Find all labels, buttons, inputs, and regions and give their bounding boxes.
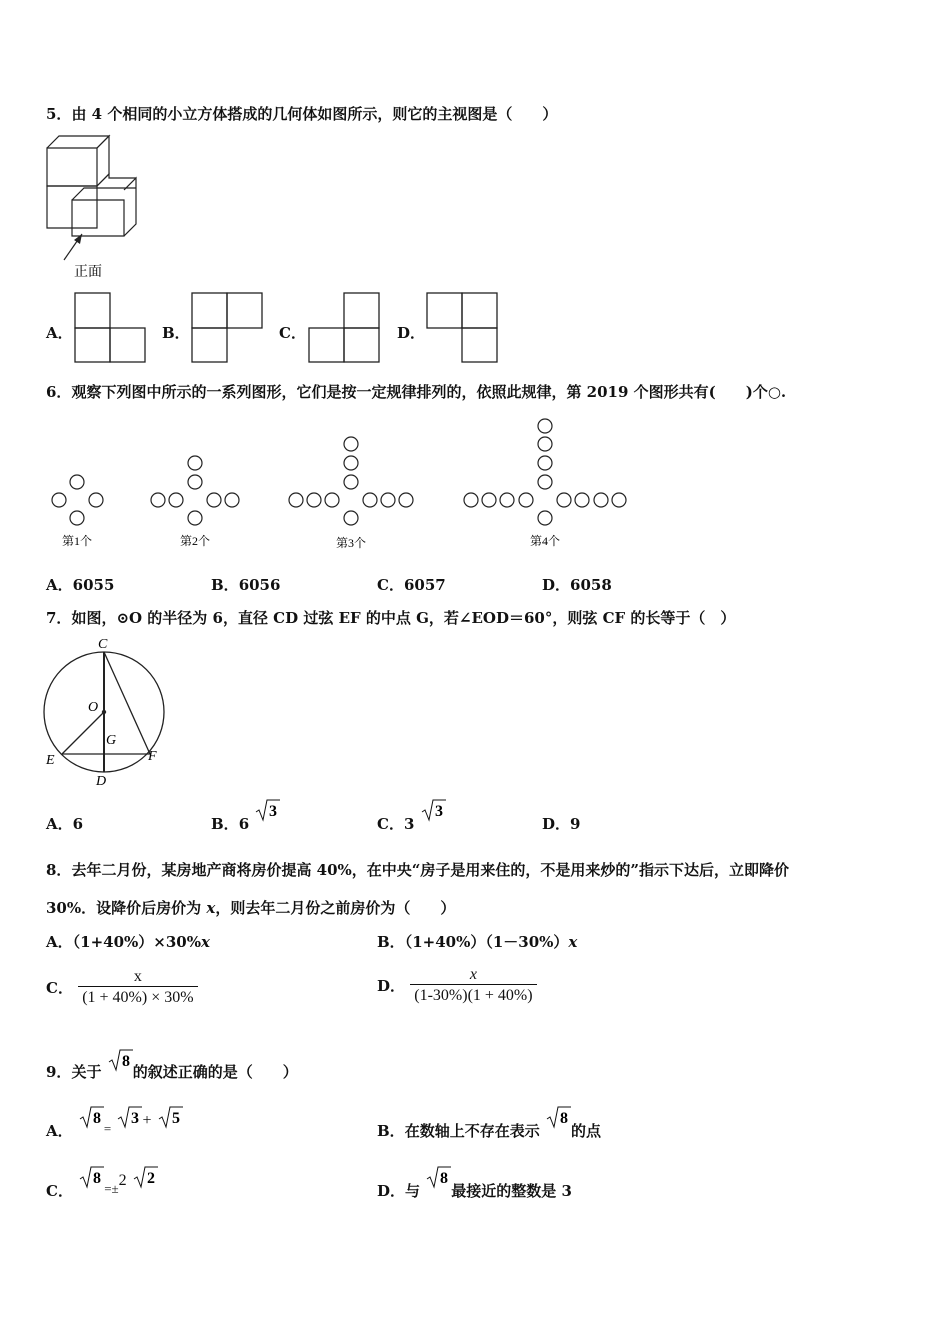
- q9-option-d-sqrt-icon: [425, 1165, 451, 1191]
- label-e: E: [46, 753, 55, 768]
- q7-option-d: [542, 813, 580, 834]
- q8-option-c-denominator: (1 + 40%) × 30%: [78, 986, 197, 1007]
- q7-option-c-sqrt-icon: [420, 798, 446, 824]
- label-f: F: [148, 749, 157, 764]
- q8-option-b-var: x: [568, 933, 578, 951]
- q7-option-a-label: A．: [46, 815, 73, 833]
- q8-number: 8．: [46, 861, 72, 879]
- q9-option-b-sqrt-icon: [545, 1105, 571, 1131]
- label-d: D: [96, 774, 107, 789]
- q7-option-b-coef: 6: [238, 815, 250, 833]
- q9-option-c-lhs: 8: [93, 1170, 102, 1187]
- q9-number: 9．: [46, 1063, 72, 1081]
- q8-stem-line2: [46, 897, 455, 918]
- cube-front-top: [72, 188, 136, 200]
- q9-option-a-sqrt-icon-3: [157, 1105, 183, 1131]
- q7-number: 7．: [46, 609, 72, 627]
- q6-caption-2: 第2个: [180, 534, 211, 548]
- q8-option-d-fraction: [410, 966, 536, 1005]
- q7-option-b-label: B．: [211, 815, 239, 833]
- q6-option-c-label: C．: [377, 576, 404, 594]
- q8-option-a-text: （1+40%）×30%: [72, 933, 201, 951]
- q8-option-d: [377, 966, 537, 1005]
- q6-option-d: [542, 574, 612, 595]
- q8-var: x: [206, 899, 216, 917]
- q5-option-a-figure: [74, 292, 146, 364]
- q9-option-c-sqrt-icon-1: [78, 1165, 104, 1191]
- q6-option-a-value: 6055: [72, 576, 115, 594]
- q9-option-c-coef: 2: [118, 1172, 127, 1189]
- q7-option-b-sqrt-icon: [254, 798, 280, 824]
- q5-option-b-label: B．: [162, 324, 190, 342]
- q8-option-a: [46, 931, 210, 952]
- center-dot: [102, 710, 106, 714]
- q9-option-a-r1: 3: [131, 1110, 140, 1127]
- q7-option-c-label: C．: [377, 815, 404, 833]
- label-o: O: [88, 700, 99, 715]
- q6-option-a-label: A．: [46, 576, 73, 594]
- q6-option-d-value: 6058: [570, 576, 612, 594]
- q5-text: 由 4 个相同的小立方体搭成的几何体如图所示，则它的主视图是（ ）: [71, 105, 558, 123]
- q8-option-a-var: x: [200, 933, 210, 951]
- q5-stem: [46, 103, 557, 124]
- q9-option-a-r2: 5: [171, 1110, 180, 1127]
- q9-option-c-sqrt-icon-2: [132, 1165, 158, 1191]
- q6-option-d-label: D．: [542, 576, 571, 594]
- q9-option-a-sqrt-icon-2: [116, 1105, 142, 1131]
- q9-stem: [46, 1048, 298, 1081]
- q5-option-a-label: A．: [46, 324, 73, 342]
- q6-option-b-label: B．: [211, 576, 239, 594]
- q8-option-c-label: C．: [46, 979, 73, 997]
- q7-option-a: [46, 813, 83, 834]
- q9-option-d-text-a: 与: [405, 1182, 421, 1200]
- q5-option-d-label: D．: [397, 324, 426, 342]
- q6-stem: [46, 381, 786, 402]
- q8-line2-b: ，则去年二月份之前房价为（ ）: [215, 899, 456, 917]
- q9-option-b: [377, 1105, 601, 1140]
- q5-option-b-figure: [191, 292, 263, 364]
- q7-option-d-label: D．: [542, 815, 571, 833]
- q6-option-b-value: 6056: [238, 576, 281, 594]
- q7-option-b: [211, 798, 280, 833]
- q9-option-c: [46, 1165, 158, 1200]
- q8-option-c-fraction: [78, 968, 197, 1007]
- q9-option-c-radicand: 2: [146, 1170, 155, 1187]
- q6-caption-1: 第1个: [62, 534, 93, 548]
- q9-sqrt-icon: [107, 1048, 133, 1074]
- q9-option-c-label: C．: [46, 1182, 73, 1200]
- q5-option-c-figure: [308, 292, 380, 364]
- q8-stem-line1: [46, 859, 789, 880]
- q7-option-c-coef: 3: [403, 815, 415, 833]
- q9-option-d-radicand: 8: [440, 1170, 449, 1187]
- q5-figure: [44, 134, 140, 280]
- segment-oe: [62, 712, 104, 754]
- label-g: G: [106, 733, 117, 748]
- q9-option-b-radicand: 8: [559, 1110, 568, 1127]
- q7-circle-figure: [40, 632, 170, 790]
- q7-option-a-value: 6: [72, 815, 84, 833]
- q9-option-d: [377, 1165, 572, 1200]
- q6-caption-3: 第3个: [336, 536, 367, 550]
- cube-front: [72, 200, 124, 236]
- q9-option-b-label: B．: [377, 1122, 405, 1140]
- q8-option-c: [46, 968, 198, 1007]
- q9-text-b: 的叙述正确的是（ ）: [132, 1063, 298, 1081]
- q8-option-d-label: D．: [377, 977, 406, 995]
- q7-option-c-radicand: 3: [434, 803, 443, 820]
- cube-top-front: [47, 148, 97, 186]
- q8-option-b: [377, 931, 577, 952]
- q9-text-a: 关于: [71, 1063, 102, 1081]
- q9-option-d-text-b: 最接近的整数是 3: [451, 1182, 572, 1200]
- q6-caption-4: 第4个: [530, 534, 561, 548]
- cube-top-side: [97, 136, 109, 186]
- q7-option-b-radicand: 3: [269, 803, 278, 820]
- q6-pattern-figure: [40, 412, 640, 552]
- q7-option-c: [377, 798, 446, 833]
- q5-number: 5．: [46, 105, 72, 123]
- q9-option-a: [46, 1105, 183, 1140]
- q9-option-b-text-b: 的点: [570, 1122, 601, 1140]
- q9-option-a-plus: +: [142, 1112, 152, 1129]
- q5-option-c-label: C．: [279, 324, 306, 342]
- q8-line2-a: 30%．设降价后房价为: [46, 899, 207, 917]
- cube-top-top: [47, 136, 109, 148]
- q6-option-c: [377, 574, 446, 595]
- q7-option-d-value: 9: [570, 815, 581, 833]
- q9-option-a-lhs: 8: [92, 1110, 101, 1127]
- q6-text: 观察下列图中所示的一系列图形，它们是按一定规律排列的，依照此规律，第 2019 个图形共有( )个○.: [71, 383, 787, 401]
- q9-option-b-text-a: 在数轴上不存在表示: [404, 1122, 540, 1140]
- q6-option-a: [46, 574, 114, 595]
- q9-option-a-eq: =: [103, 1121, 112, 1136]
- q7-stem: [46, 607, 735, 628]
- q8-option-d-denominator: (1-30%)(1 + 40%): [410, 984, 536, 1005]
- q7-text: 如图，⊙O 的半径为 6，直径 CD 过弦 EF 的中点 G，若∠EOD＝60°，则弦 CF 的长等于（ ）: [71, 609, 736, 627]
- q8-option-d-numerator: x: [469, 966, 477, 983]
- q5-option-d-figure: [426, 292, 498, 364]
- q8-option-a-label: A．: [46, 933, 73, 951]
- q6-number: 6．: [46, 383, 72, 401]
- q9-option-a-sqrt-icon-1: [78, 1105, 104, 1131]
- q9-radicand: 8: [121, 1053, 130, 1070]
- q5-figure-label: 正面: [74, 265, 102, 280]
- q6-option-c-value: 6057: [403, 576, 446, 594]
- q6-option-b: [211, 574, 280, 595]
- q8-option-b-text: （1+40%）（1－30%）: [404, 933, 569, 951]
- q9-option-a-label: A．: [46, 1122, 73, 1140]
- q8-line1: 去年二月份，某房地产商将房价提高 40%，在中央“房子是用来住的，不是用来炒的”指示下达后，立即降价: [71, 861, 790, 879]
- q9-option-c-eq: =±: [104, 1181, 119, 1196]
- q8-option-b-label: B．: [377, 933, 405, 951]
- label-c: C: [98, 637, 108, 652]
- q9-option-d-label: D．: [377, 1182, 406, 1200]
- q8-option-c-numerator: x: [133, 968, 142, 985]
- cube-back-side: [124, 178, 136, 236]
